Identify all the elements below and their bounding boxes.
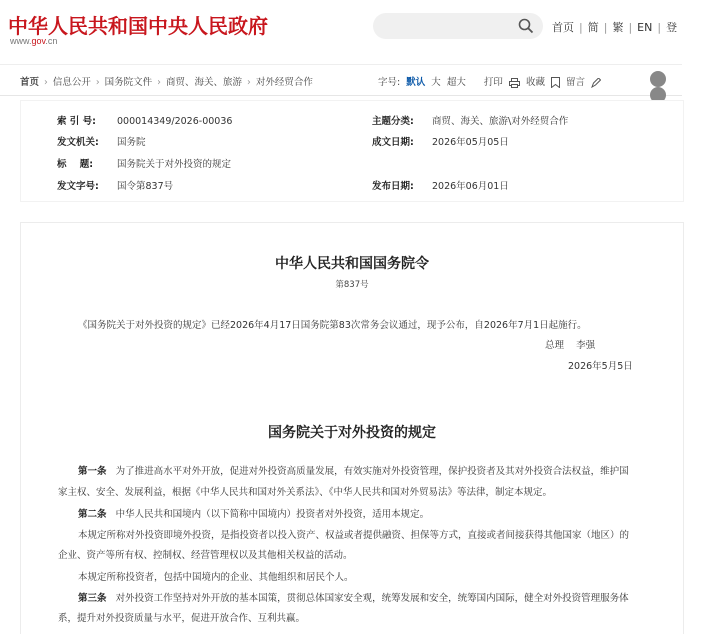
meta-topic-value: 商贸、海关、旅游\对外经贸合作	[432, 116, 569, 127]
regulation-title: 国务院关于对外投资的规定	[268, 425, 436, 441]
bookmark-icon	[551, 77, 560, 88]
font-default-button[interactable]: 默认	[406, 77, 426, 88]
meta-written-label: 成文日期:	[372, 137, 414, 148]
meta-issuer	[57, 134, 146, 148]
meta-publish	[372, 178, 509, 192]
meta-publish-value: 2026年06月01日	[432, 181, 509, 192]
top-link-login[interactable]: 登	[666, 21, 678, 34]
article-2-para-3: 本规定所称投资者，包括中国境内的企业、其他组织和居民个人。	[78, 572, 354, 583]
url-highlight: gov	[31, 36, 46, 46]
meta-docno	[57, 178, 173, 192]
premier-signature	[545, 336, 595, 355]
meta-issuer-label: 发文机关:	[57, 137, 99, 148]
font-xlarge-button[interactable]: 超大	[446, 77, 466, 88]
meta-index-value: 000014349/2026-00036	[117, 116, 233, 127]
document-meta	[20, 100, 684, 202]
meta-written	[372, 134, 509, 148]
intro-text: 《国务院关于对外投资的规定》已经2026年4月17日国务院第83次常务会议通过，现予公布，自2026年7月1日起施行。	[78, 320, 587, 331]
document-body	[20, 222, 684, 634]
premier-name: 李强	[576, 340, 596, 351]
premier-role: 总理	[545, 340, 565, 351]
print-label: 打印	[483, 77, 503, 88]
font-large-button[interactable]: 大	[431, 77, 441, 88]
article-2-label: 第二条	[78, 509, 107, 520]
breadcrumb-category[interactable]: 商贸、海关、旅游	[165, 77, 242, 88]
meta-docno-value: 国令第837号	[117, 181, 174, 192]
top-links: 首页 | 简 | 繁 | EN | 登	[552, 21, 678, 34]
print-button[interactable]	[484, 77, 520, 88]
meta-index-label: 索 引 号:	[57, 116, 96, 127]
top-link-home[interactable]: 首页	[552, 21, 574, 34]
meta-docno-label: 发文字号:	[57, 181, 99, 192]
sign-date: 2026年5月5日	[568, 361, 633, 372]
breadcrumb: 首页 › 信息公开 › 国务院文件 › 商贸、海关、旅游 › 对外经贸合作	[20, 77, 313, 88]
meta-written-value: 2026年05月05日	[432, 137, 509, 148]
site-title[interactable]: 中华人民共和国中央人民政府	[8, 14, 268, 38]
article-2-para-2-line-2: 企业、资产等所有权、控制权、经营管理权以及其他相关权益的活动。	[58, 550, 353, 561]
article-3-line-2: 系，提升对外投资质量与水平，促进开放合作、互利共赢。	[58, 613, 306, 624]
article-1-line-2: 家主权、安全、发展利益，根据《中华人民共和国对外关系法》、《中华人民共和国对外贸易法》等法律，制定本规定。	[58, 487, 553, 498]
site-url	[10, 36, 57, 46]
meta-title-value: 国务院关于对外投资的规定	[117, 159, 232, 170]
search-icon[interactable]	[518, 18, 534, 34]
favorite-label: 收藏	[525, 77, 545, 88]
meta-topic-label: 主题分类:	[372, 116, 414, 127]
article-3-line-1: 第三条 对外投资工作坚持对外开放的基本国策，贯彻总体国家安全观，统筹发展和安全，统筹国内国际，健全对外投资管理服务体	[78, 593, 629, 604]
meta-title-label: 标 题:	[57, 159, 94, 170]
share-icons	[650, 71, 682, 103]
pencil-icon	[591, 78, 601, 88]
article-2-line-1: 第二条 中华人民共和国境内（以下简称中国境内）投资者对外投资，适用本规定。	[78, 509, 430, 520]
top-link-english[interactable]: EN	[637, 21, 653, 34]
breadcrumb-info[interactable]: 信息公开	[52, 77, 91, 88]
breadcrumb-subcategory[interactable]: 对外经贸合作	[255, 77, 313, 88]
meta-topic	[372, 113, 568, 127]
top-link-simplified[interactable]: 简	[587, 21, 599, 34]
weibo-icon[interactable]	[650, 71, 666, 87]
printer-icon	[509, 78, 520, 88]
comment-label: 留言	[566, 77, 586, 88]
order-title: 中华人民共和国国务院令	[275, 256, 429, 272]
search-input[interactable]	[373, 13, 543, 39]
breadcrumb-home[interactable]: 首页	[20, 77, 40, 88]
article-1-line-1: 第一条 为了推进高水平对外开放，促进对外投资高质量发展，有效实施对外投资管理，保护投资者及其对外投资合法权益，维护国	[78, 466, 629, 477]
top-link-traditional[interactable]: 繁	[612, 21, 624, 34]
url-suffix: .cn	[45, 36, 58, 46]
order-number: 第837号	[335, 280, 369, 290]
breadcrumb-docs[interactable]: 国务院文件	[104, 77, 153, 88]
font-size-label: 字号:	[378, 77, 401, 88]
nav-bar	[0, 64, 682, 96]
page-tools	[378, 74, 604, 88]
meta-publish-label: 发布日期:	[372, 181, 414, 192]
article-1-label: 第一条	[78, 466, 107, 477]
comment-button[interactable]	[566, 77, 601, 88]
article-3-label: 第三条	[78, 593, 107, 604]
favorite-button[interactable]	[526, 77, 560, 88]
meta-issuer-value: 国务院	[117, 137, 146, 148]
meta-title	[57, 156, 231, 170]
article-2-para-2-line-1: 本规定所称对外投资即境外投资，是指投资者以投入资产、权益或者提供融资、担保等方式，直接或者间接获得其他国家（地区）的	[78, 530, 630, 541]
url-prefix: www.	[10, 36, 32, 46]
meta-index	[57, 113, 232, 127]
